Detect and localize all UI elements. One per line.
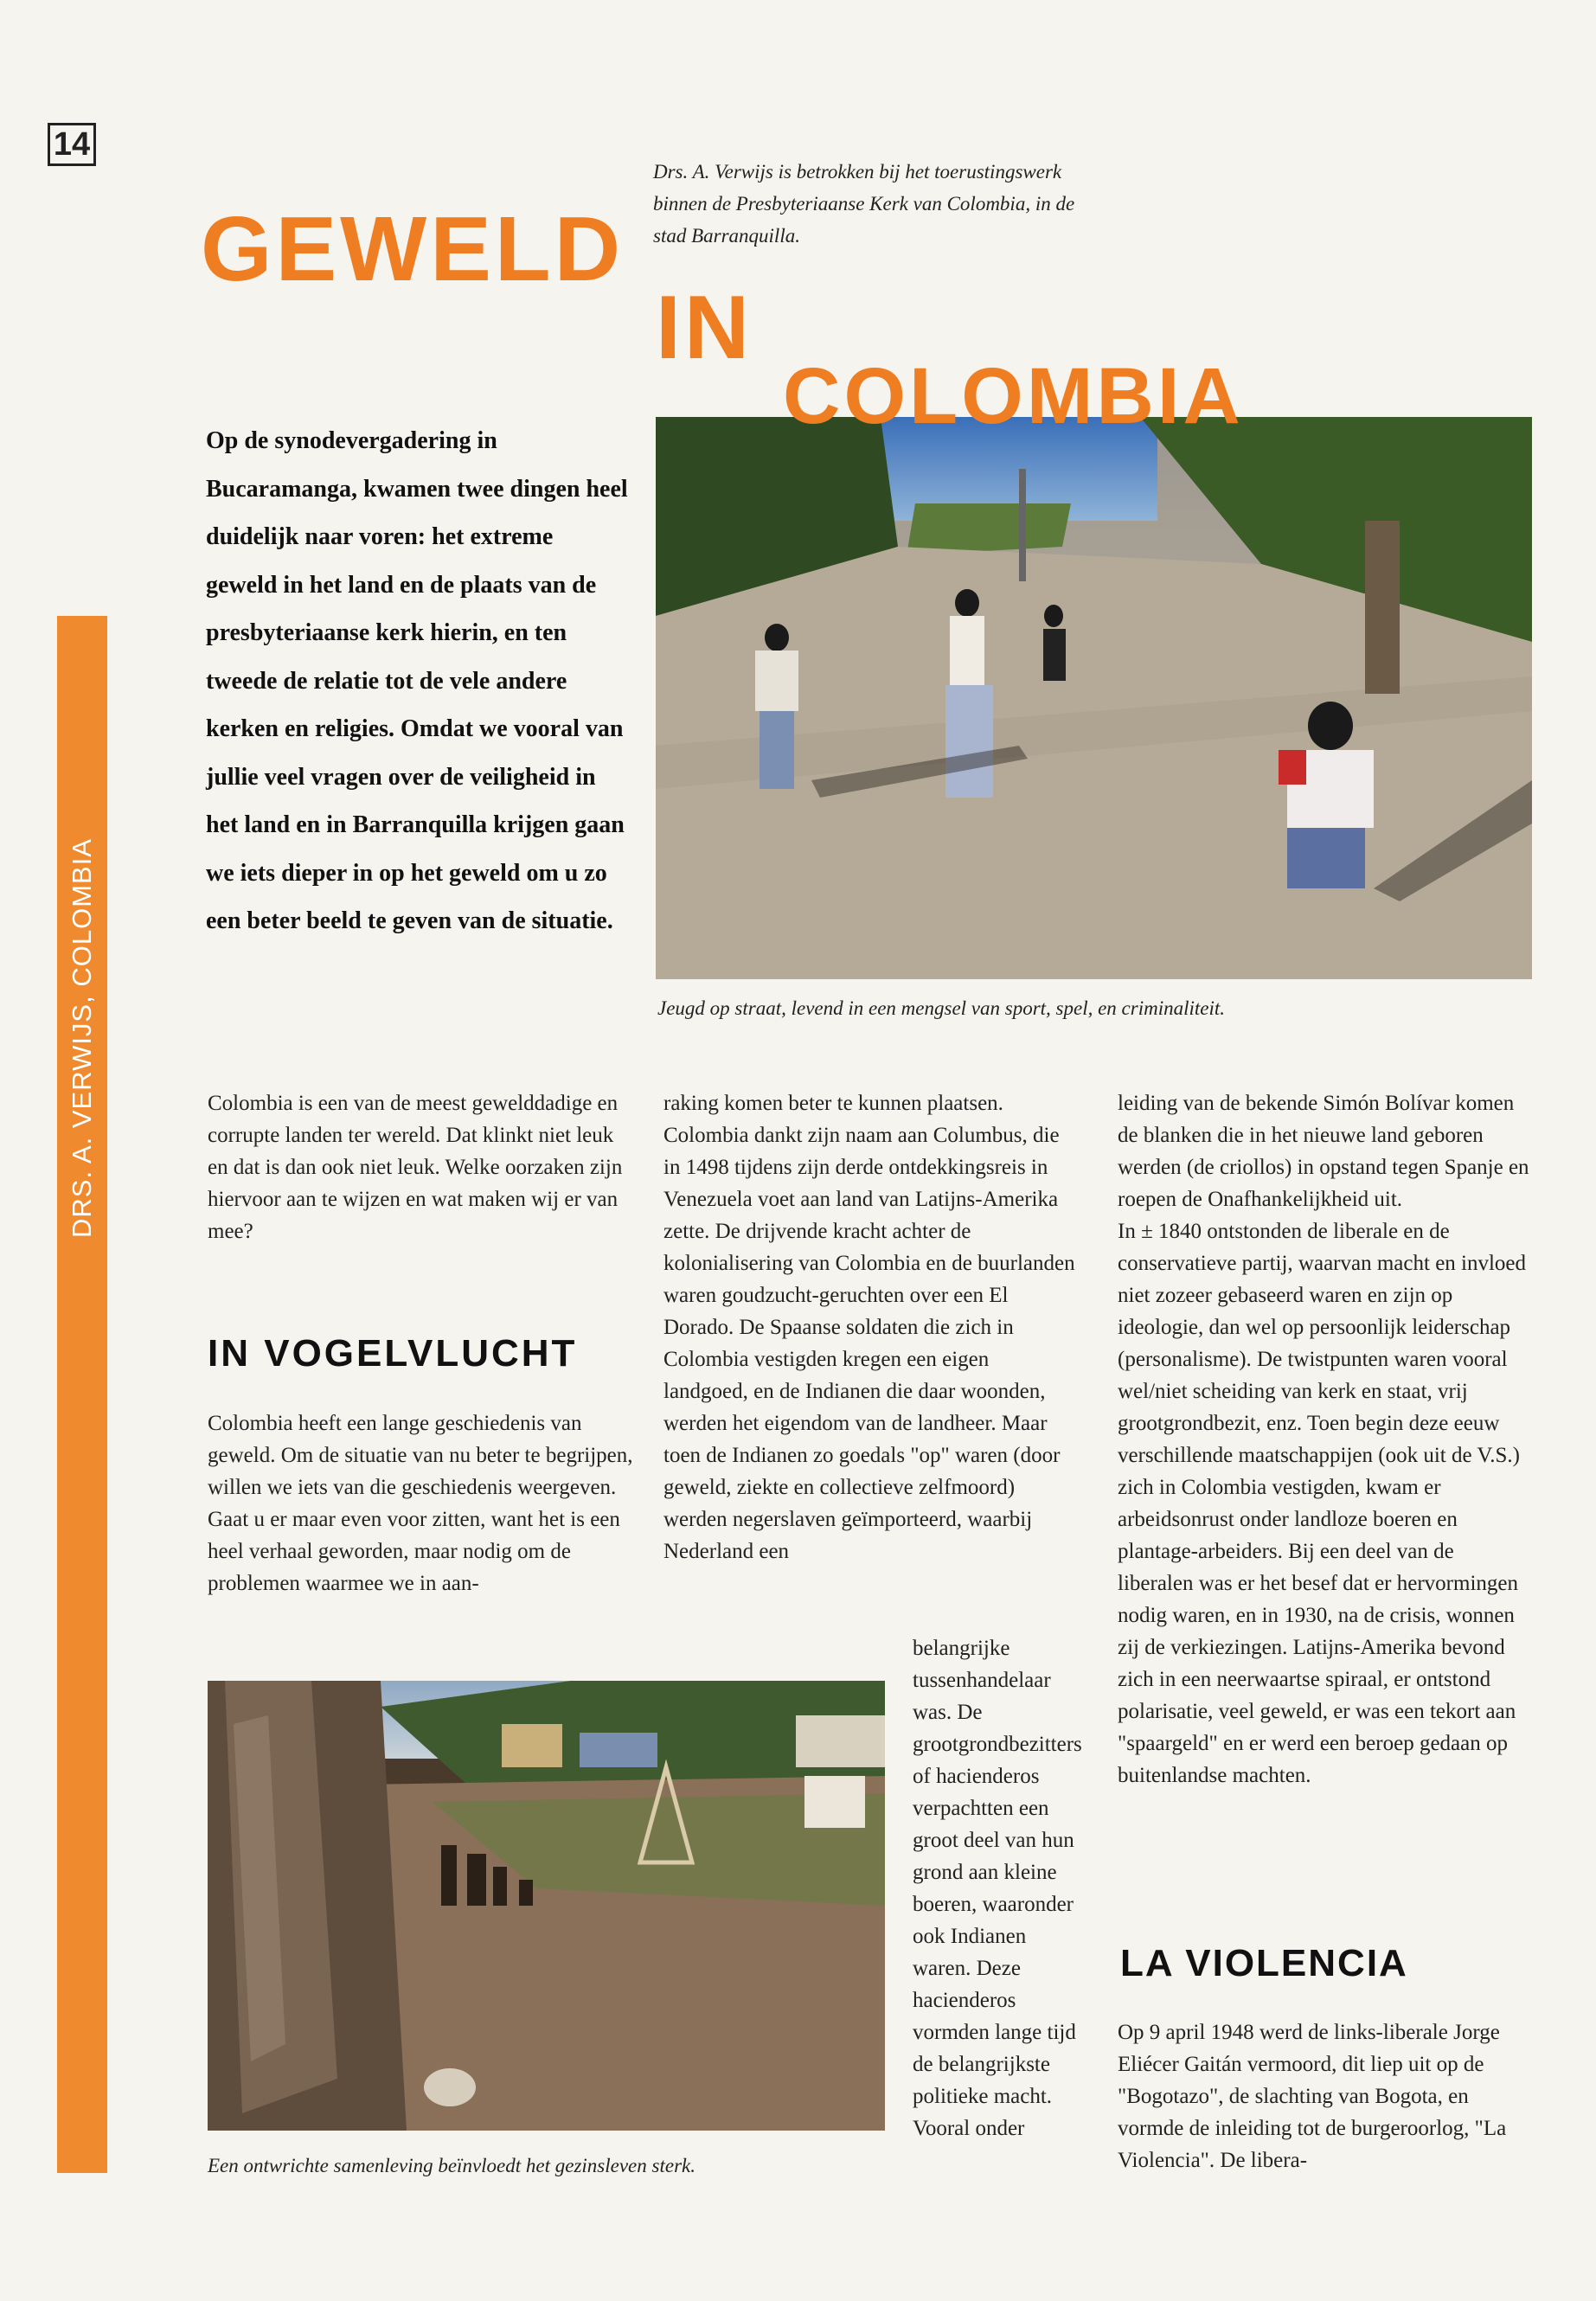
intro-paragraph: Op de synodevergadering in Bucaramanga, kwamen twee dingen heel duidelijk naar voren: het extreme geweld in het land en de plaats van de presbyteriaanse kerk hierin, en ten tweede de relatie tot de vele andere kerken en religies. Omdat we vooral van jullie veel vragen over de veiligheid in het land en in Barranquilla krijgen gaan we iets dieper in op het geweld om u zo een beter beeld te geven van de situatie. bbox=[206, 427, 628, 934]
body-paragraph-1: Colombia is een van de meest gewelddadige en corrupte landen ter wereld. Dat klinkt niet leuk en dat is dan ook niet leuk. Welke oorzaken zijn hiervoor aan te wijzen en wat maken wij er van mee? bbox=[208, 1092, 623, 1243]
body-column-2-continued: belangrijke tussenhandelaar was. De grootgrondbezitters of hacienderos verpachtten een groot deel van hun grond aan kleine boeren, waaronder ook Indianen waren. Deze hacienderos vormden lange tijd de belangrijkste politieke macht. Vooral onder bbox=[913, 1637, 1082, 2140]
running-head: DRS. A. VERWIJS, COLOMBIA bbox=[67, 838, 97, 1238]
village-photo bbox=[208, 1681, 885, 2131]
body-paragraph-2: Colombia heeft een lange geschiedenis van geweld. Om de situatie van nu beter te begrijpen, willen we iets van die geschiedenis weergeven. Gaat u er maar even voor zitten, want het is een heel verhaal geworden, maar nodig om de problemen waarmee we in aan- bbox=[208, 1412, 633, 1595]
village-photo-illustration bbox=[208, 1681, 885, 2131]
street-photo bbox=[656, 417, 1532, 979]
street-photo-illustration bbox=[656, 417, 1532, 979]
title-line-3: COLOMBIA bbox=[783, 352, 1244, 440]
author-caption: Drs. A. Verwijs is betrokken bij het toerustingswerk binnen de Presbyteriaanse Kerk van Colombia, in de stad Barranquilla. bbox=[653, 161, 1075, 247]
section-heading-vogelvlucht: IN VOGELVLUCHT bbox=[208, 1332, 578, 1375]
street-photo-caption: Jeugd op straat, levend in een mengsel van sport, spel, en criminaliteit. bbox=[657, 997, 1226, 1019]
section-heading-la-violencia: LA VIOLENCIA bbox=[1120, 1942, 1408, 1984]
page-number: 14 bbox=[48, 123, 96, 166]
body-column-3: leiding van de bekende Simón Bolívar komen de blanken die in het nieuwe land geboren werden (de criollos) in opstand tegen Spanje en roepen de Onafhankelijkheid uit. In ± 1840 ontstonden de liberale en de conservatieve partij, waarvan macht en invloed niet zozeer gebaseerd waren en zijn op ideologie, dan wel op persoonlijk leiderschap (personalisme). De twistpunten waren vooral wel/niet scheiding van kerk en staat, vrij grootgrondbezit, enz. Toen begin deze eeuw verschillende maatschappijen (ook uit de V.S.) zich in Colombia vestigden, kwam er arbeidsonrust onder landloze boeren en plantage-arbeiders. Bij een deel van de liberalen was er het besef dat er hervormingen nodig waren, en in 1930, na de crisis, wonnen zij de verkiezingen. Latijns-Amerika bevond zich in een neerwaartse spiraal, er ontstond polarisatie, veel geweld, er was een tekort aan "spaargeld" en er werd een beroep gedaan op buitenlandse machten. bbox=[1118, 1092, 1529, 1787]
village-photo-caption: Een ontwrichte samenleving beïnvloedt het gezinsleven sterk. bbox=[208, 2155, 695, 2176]
body-column-3-continued: Op 9 april 1948 werd de links-liberale Jorge Eliécer Gaitán vermoord, dit liep uit op de "Bogotazo", de slachting van Bogota, en vormde de inleiding tot de burgeroorlog, "La Violencia". De libera- bbox=[1118, 2021, 1507, 2172]
body-column-2: raking komen beter te kunnen plaatsen. Colombia dankt zijn naam aan Columbus, die in 1498 tijdens zijn derde ontdekkingsreis in Venezuela voet aan land van Latijns-Amerika zette. De drijvende kracht achter de kolonialisering van Colombia en de buurlanden waren goudzucht-geruchten over een El Dorado. De Spaanse soldaten die zich in Colombia vestigden kregen een eigen landgoed, en de Indianen die daar woonden, werden het eigendom van de landheer. Maar toen de Indianen zo goedals "op" waren (door geweld, ziekte en collectieve zelfmoord) werden negerslaven geïmporteerd, waarbij Nederland een bbox=[663, 1092, 1075, 1563]
title-line-2: IN bbox=[656, 278, 753, 378]
title-line-1: GEWELD bbox=[201, 198, 625, 300]
